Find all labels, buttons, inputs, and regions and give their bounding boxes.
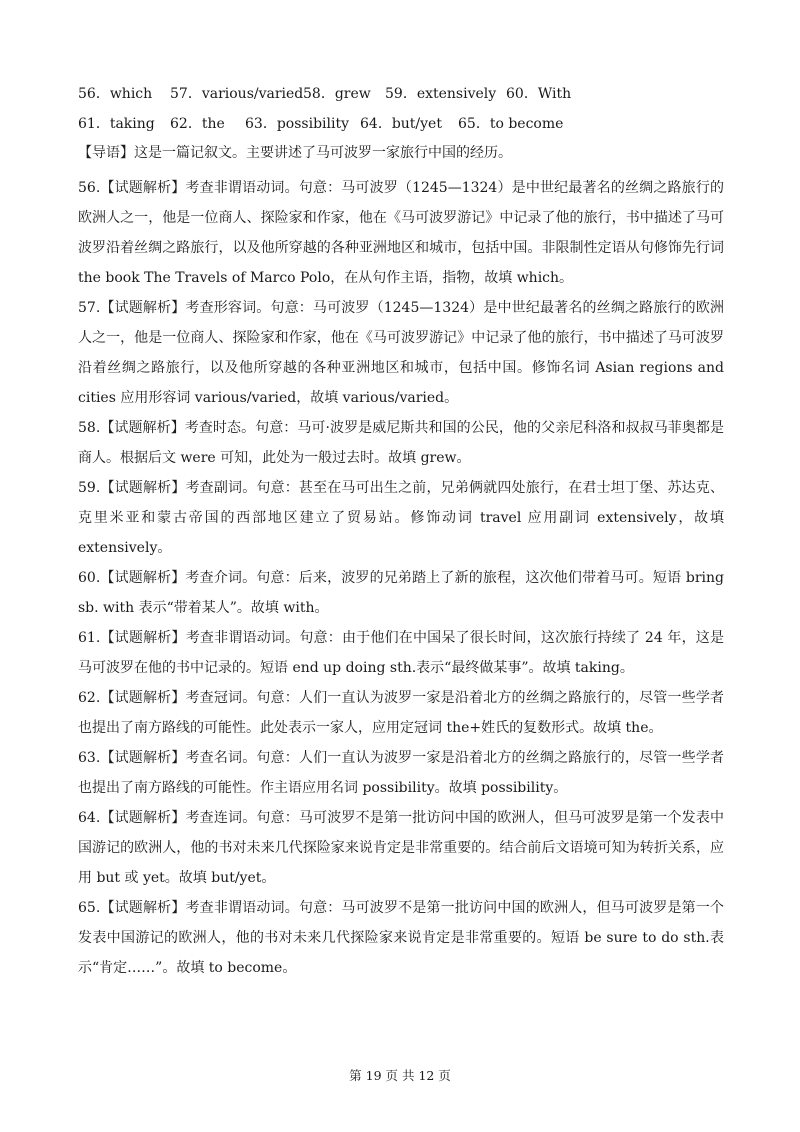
answer-65: 65．to become [458,116,564,132]
guide-text: 【导语】这是一篇记叙文。主要讲述了马可波罗一家旅行中国的经历。 [78,145,512,161]
answer-row [78,84,728,114]
answer-61: 61．taking [78,116,155,132]
explanation-63: 63.【试题解析】考查名词。句意：人们一直认为波罗一家是沿着北方的丝绸之路旅行的，尽管一些学者也提出了南方路线的可能性。作主语应用名词 possibility。故填 possibility。 [78,750,724,796]
answer-57: 57．various/varied [170,86,304,102]
explanation-65: 65.【试题解析】考查非谓语动词。句意：马可波罗不是第一批访问中国的欧洲人，但马可波罗是第一个发表中国游记的欧洲人，他的书对未来几代探险家来说肯定是非常重要的。短语 be sure to do sth.表示“肯定……”。故填 to become。 [78,900,724,976]
answer-58: 58．grew [303,86,371,102]
answer-56: 56．which [78,86,153,102]
explanation-section [78,143,724,983]
answer-59: 59．extensively [385,86,497,102]
answer-63: 63．possibility [245,116,349,132]
explanation-56: 56.【试题解析】考查非谓语动词。句意：马可波罗（1245—1324）是中世纪最著名的丝绸之路旅行的欧洲人之一，他是一位商人、探险家和作家，他在《马可波罗游记》中记录了他的旅行，书中描述了马可波罗沿着丝绸之路旅行，以及他所穿越的各种亚洲地区和城市，包括中国。非限制性定语从句修饰先行词 the book The Travels of Marco Polo，在从句作主语，指物，故填 which。 [78,180,724,286]
explanation-62: 62.【试题解析】考查冠词。句意：人们一直认为波罗一家是沿着北方的丝绸之路旅行的，尽管一些学者也提出了南方路线的可能性。此处表示一家人，应用定冠词 the+姓氏的复数形式。故填 the。 [78,690,724,736]
explanation-57: 57.【试题解析】考查形容词。句意：马可波罗（1245—1324）是中世纪最著名的丝绸之路旅行的欧洲人之一，他是一位商人、探险家和作家，他在《马可波罗游记》中记录了他的旅行，书中描述了马可波罗沿着丝绸之路旅行，以及他所穿越的各种亚洲地区和城市，包括中国。修饰名词 Asian regions and cities 应用形容词 various/varied，故填 various/varied。 [78,300,724,406]
answer-60: 60．With [506,86,572,102]
answer-64: 64．but/yet [360,116,442,132]
explanation-64: 64.【试题解析】考查连词。句意：马可波罗不是第一批访问中国的欧洲人，但马可波罗是第一个发表中国游记的欧洲人，他的书对未来几代探险家来说肯定是非常重要的。结合前后文语境可知为转折关系，应用 but 或 yet。故填 but/yet。 [78,810,724,886]
explanation-60: 60.【试题解析】考查介词。句意：后来，波罗的兄弟踏上了新的旅程，这次他们带着马可。短语 bring sb. with 表示“带着某人”。故填 with。 [78,570,724,616]
explanation-61: 61.【试题解析】考查非谓语动词。句意：由于他们在中国呆了很长时间，这次旅行持续了 24 年，这是马可波罗在他的书中记录的。短语 end up doing sth.表示“最终做某事”。故填 taking。 [78,630,724,676]
answer-row [78,114,728,144]
answer-62: 62．the [170,116,225,132]
explanation-58: 58.【试题解析】考查时态。句意：马可·波罗是威尼斯共和国的公民，他的父亲尼科洛和叔叔马菲奥都是商人。根据后文 were 可知，此处为一般过去时。故填 grew。 [78,420,724,466]
page-footer: 第 19 页 共 12 页 [349,1068,451,1083]
answer-key [78,84,728,144]
explanation-59: 59.【试题解析】考查副词。句意：甚至在马可出生之前，兄弟俩就四处旅行，在君士坦丁堡、苏达克、克里米亚和蒙古帝国的西部地区建立了贸易站。修饰动词 travel 应用副词 extensively，故填 extensively。 [78,480,724,556]
